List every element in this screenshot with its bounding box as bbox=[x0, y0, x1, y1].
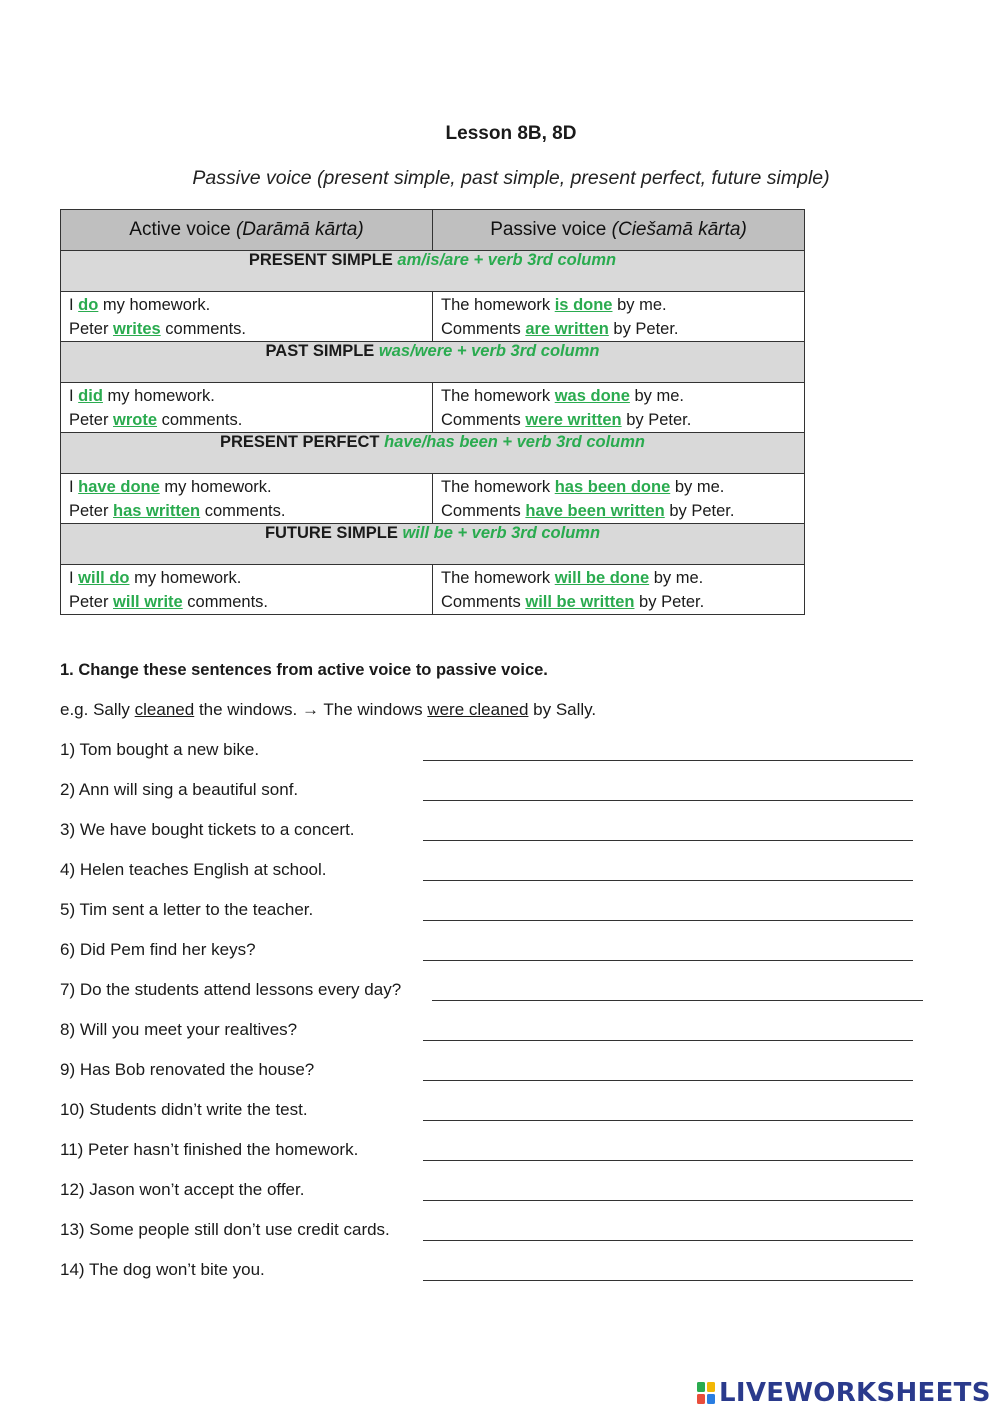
tense-formula: am/is/are + verb 3rd column bbox=[397, 251, 617, 269]
question-text: 1) Tom bought a new bike. bbox=[60, 740, 260, 759]
answer-line[interactable] bbox=[423, 1160, 913, 1161]
sentence-end: by me. bbox=[649, 568, 704, 587]
answer-line[interactable] bbox=[423, 1280, 913, 1281]
active-sentence bbox=[69, 475, 424, 499]
active-example-cell bbox=[61, 565, 433, 615]
question-text: 7) Do the students attend lessons every day? bbox=[60, 980, 402, 999]
verb-form: are written bbox=[525, 319, 609, 338]
verb-form: is done bbox=[554, 295, 613, 314]
verb-form: writes bbox=[113, 319, 161, 338]
active-sentence bbox=[69, 499, 424, 523]
tense-section-row bbox=[61, 433, 805, 474]
answer-line[interactable] bbox=[423, 960, 913, 961]
passive-sentence bbox=[441, 566, 796, 590]
sentence-start: The homework bbox=[441, 477, 555, 496]
sentence-end: comments. bbox=[160, 319, 246, 338]
active-sentence bbox=[69, 317, 424, 341]
active-example-cell bbox=[61, 292, 433, 342]
page-title: Lesson 8B, 8D bbox=[445, 123, 577, 144]
question-text: 2) Ann will sing a beautiful sonf. bbox=[60, 780, 299, 799]
answer-line[interactable] bbox=[423, 800, 913, 801]
passive-sentence bbox=[441, 317, 796, 341]
passive-example-cell bbox=[433, 565, 805, 615]
sentence-end: my homework. bbox=[98, 295, 211, 314]
active-sentence bbox=[69, 384, 424, 408]
example-suffix: by Sally. bbox=[528, 700, 597, 719]
tense-section-heading bbox=[61, 433, 805, 474]
sentence-start: Peter bbox=[69, 501, 114, 520]
sentence-end: by Peter. bbox=[634, 592, 705, 611]
sentence-start: Peter bbox=[69, 319, 114, 338]
liveworksheets-logo-icon bbox=[696, 1379, 716, 1407]
grammar-table-header-row bbox=[61, 210, 805, 251]
tense-formula: was/were + verb 3rd column bbox=[378, 342, 600, 360]
sentence-end: by Peter. bbox=[664, 501, 735, 520]
answer-line[interactable] bbox=[423, 1240, 913, 1241]
question-text: 4) Helen teaches English at school. bbox=[60, 860, 327, 879]
grammar-table-body bbox=[61, 251, 805, 615]
question-text: 6) Did Pem find her keys? bbox=[60, 940, 256, 959]
answer-line[interactable] bbox=[423, 880, 913, 881]
passive-sentence bbox=[441, 590, 796, 614]
sentence-start: I bbox=[69, 386, 79, 405]
passive-voice-heading-lv: (Ciešamā kārta) bbox=[611, 219, 747, 240]
verb-form: have done bbox=[78, 477, 160, 496]
sentence-end: by me. bbox=[612, 295, 667, 314]
verb-form: do bbox=[78, 295, 99, 314]
tense-section-row bbox=[61, 251, 805, 292]
active-voice-heading-text: Active voice bbox=[129, 219, 231, 240]
tense-name: PRESENT PERFECT bbox=[219, 433, 380, 451]
tense-section-heading bbox=[61, 251, 805, 292]
sentence-start: Comments bbox=[441, 592, 526, 611]
answer-line[interactable] bbox=[423, 840, 913, 841]
sentence-end: my homework. bbox=[159, 477, 272, 496]
verb-form: will do bbox=[78, 568, 130, 587]
active-sentence bbox=[69, 566, 424, 590]
grammar-table bbox=[60, 209, 805, 615]
tense-formula: will be + verb 3rd column bbox=[402, 524, 601, 542]
page-subtitle: Passive voice (present simple, past simple, present perfect, future simple) bbox=[192, 167, 830, 189]
verb-form: will be done bbox=[554, 568, 650, 587]
passive-example-cell bbox=[433, 292, 805, 342]
verb-form: has been done bbox=[554, 477, 671, 496]
tense-name: PRESENT SIMPLE bbox=[248, 251, 393, 269]
tense-section-heading bbox=[61, 524, 805, 565]
passive-example-cell bbox=[433, 383, 805, 433]
active-sentence bbox=[69, 590, 424, 614]
example-row bbox=[61, 565, 805, 615]
tense-section-row bbox=[61, 524, 805, 565]
sentence-start: The homework bbox=[441, 568, 555, 587]
sentence-end: by Peter. bbox=[621, 410, 692, 429]
passive-sentence bbox=[441, 293, 796, 317]
tense-section-heading bbox=[61, 342, 805, 383]
answer-line[interactable] bbox=[423, 920, 913, 921]
answer-line[interactable] bbox=[432, 1000, 923, 1001]
active-example-cell bbox=[61, 383, 433, 433]
tense-section-row bbox=[61, 342, 805, 383]
passive-example-cell bbox=[433, 474, 805, 524]
example-after-arrow: The windows bbox=[318, 700, 428, 719]
arrow-right-icon: → bbox=[301, 700, 319, 719]
passive-sentence bbox=[441, 499, 796, 523]
active-sentence bbox=[69, 408, 424, 432]
sentence-end: comments. bbox=[182, 592, 268, 611]
passive-sentence bbox=[441, 475, 796, 499]
active-example-cell bbox=[61, 474, 433, 524]
example-prefix: e.g. Sally bbox=[60, 700, 135, 719]
active-voice-heading bbox=[61, 210, 433, 251]
exercise-example bbox=[60, 700, 596, 720]
sentence-end: by me. bbox=[629, 386, 685, 405]
passive-sentence bbox=[441, 408, 796, 432]
sentence-start: Peter bbox=[69, 592, 114, 611]
question-text: 13) Some people still don’t use credit cards. bbox=[60, 1220, 390, 1239]
example-passive-verb: were cleaned bbox=[427, 700, 529, 719]
exercise-title: 1. Change these sentences from active voice to passive voice. bbox=[60, 661, 548, 679]
tense-name: FUTURE SIMPLE bbox=[264, 524, 398, 542]
sentence-end: by me. bbox=[670, 477, 725, 496]
question-text: 8) Will you meet your realtives? bbox=[60, 1020, 298, 1039]
sentence-start: I bbox=[69, 477, 79, 496]
answer-line[interactable] bbox=[423, 1120, 913, 1121]
sentence-end: my homework. bbox=[102, 386, 215, 405]
liveworksheets-logo bbox=[696, 1376, 991, 1410]
active-voice-heading-lv: (Darāmā kārta) bbox=[235, 219, 364, 240]
question-text: 3) We have bought tickets to a concert. bbox=[60, 820, 355, 839]
verb-form: has written bbox=[113, 501, 201, 520]
sentence-end: comments. bbox=[157, 410, 243, 429]
question-text: 11) Peter hasn’t finished the homework. bbox=[60, 1140, 359, 1159]
verb-form: will write bbox=[113, 592, 183, 611]
example-row bbox=[61, 292, 805, 342]
example-middle: the windows. bbox=[194, 700, 302, 719]
verb-form: wrote bbox=[113, 410, 158, 429]
tense-formula: have/has been + verb 3rd column bbox=[384, 433, 645, 451]
sentence-start: I bbox=[69, 568, 79, 587]
example-active-verb: cleaned bbox=[134, 700, 195, 719]
sentence-end: my homework. bbox=[129, 568, 242, 587]
question-text: 5) Tim sent a letter to the teacher. bbox=[60, 900, 314, 919]
passive-voice-heading bbox=[433, 210, 805, 251]
tense-name: PAST SIMPLE bbox=[265, 342, 375, 360]
question-text: 10) Students didn’t write the test. bbox=[60, 1100, 308, 1119]
answer-line[interactable] bbox=[423, 1080, 913, 1081]
verb-form: have been written bbox=[525, 501, 665, 520]
verb-form: were written bbox=[525, 410, 622, 429]
example-row bbox=[61, 474, 805, 524]
verb-form: did bbox=[78, 386, 103, 405]
question-text: 12) Jason won’t accept the offer. bbox=[60, 1180, 305, 1199]
question-text: 14) The dog won’t bite you. bbox=[60, 1260, 265, 1279]
verb-form: will be written bbox=[525, 592, 635, 611]
passive-sentence bbox=[441, 384, 796, 408]
active-sentence bbox=[69, 293, 424, 317]
answer-line[interactable] bbox=[423, 1040, 913, 1041]
sentence-start: Comments bbox=[441, 319, 526, 338]
sentence-end: comments. bbox=[200, 501, 286, 520]
verb-form: was done bbox=[554, 386, 630, 405]
sentence-start: Peter bbox=[69, 410, 114, 429]
answer-line[interactable] bbox=[423, 760, 913, 761]
sentence-start: Comments bbox=[441, 501, 526, 520]
passive-voice-heading-text: Passive voice bbox=[490, 219, 607, 240]
question-text: 9) Has Bob renovated the house? bbox=[60, 1060, 315, 1079]
sentence-start: I bbox=[69, 295, 79, 314]
example-row bbox=[61, 383, 805, 433]
sentence-start: The homework bbox=[441, 295, 555, 314]
sentence-end: by Peter. bbox=[608, 319, 679, 338]
sentence-start: Comments bbox=[441, 410, 526, 429]
answer-line[interactable] bbox=[423, 1200, 913, 1201]
sentence-start: The homework bbox=[441, 386, 555, 405]
liveworksheets-brand: LIVEWORKSHEETS bbox=[719, 1378, 991, 1408]
